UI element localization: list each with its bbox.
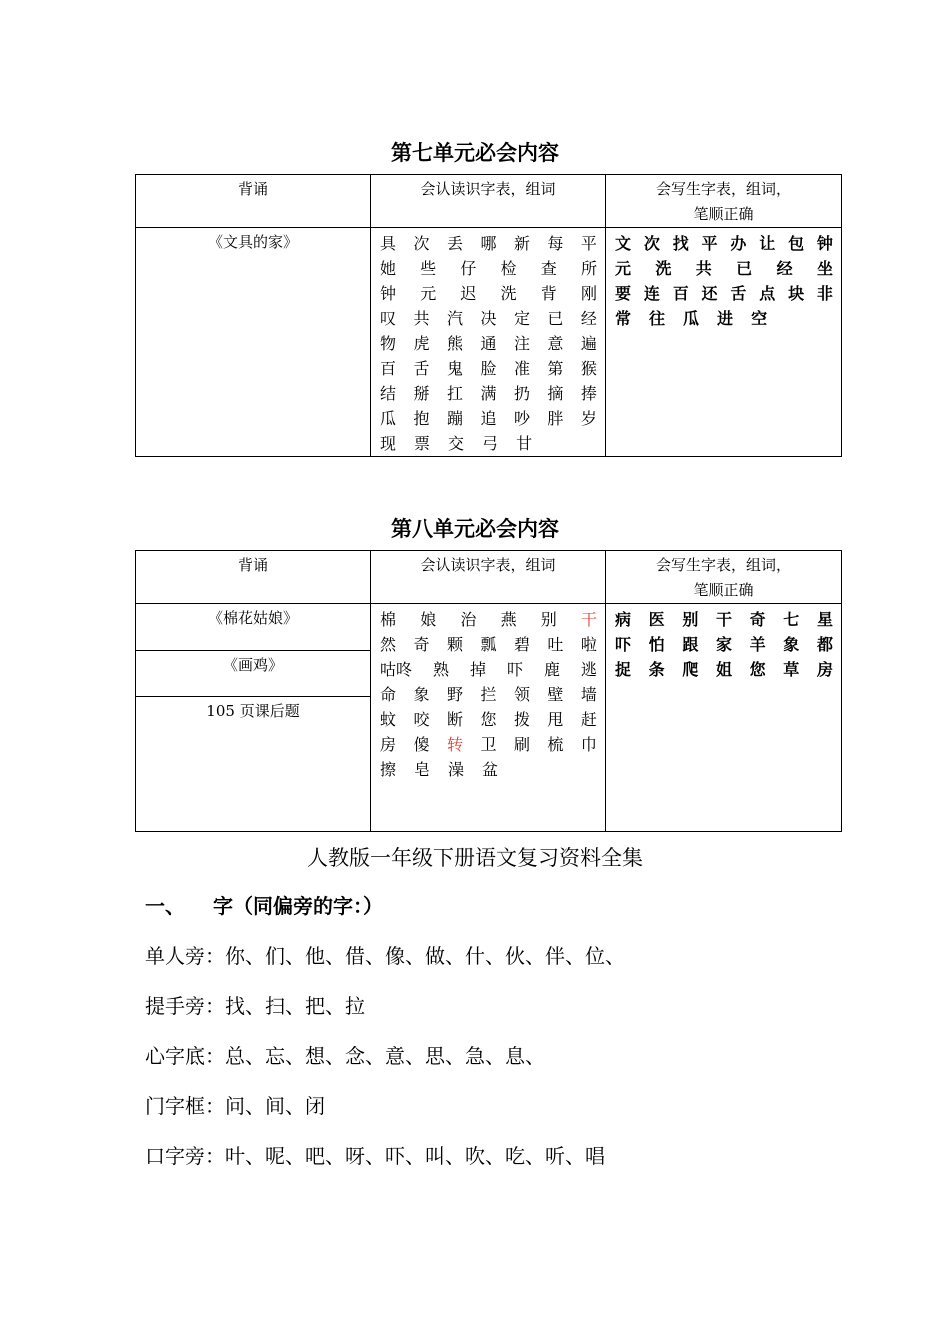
char: 物 [380, 334, 397, 353]
char: 然 [380, 635, 397, 654]
char: 结 [380, 384, 397, 403]
char: 干 [715, 610, 732, 629]
char: 已 [547, 309, 564, 328]
unit7-header-write-line2: 笔顺正确 [693, 205, 754, 223]
char-row [380, 607, 597, 632]
char: 羊 [749, 635, 766, 654]
char: 现 [380, 434, 397, 453]
unit8-read-chars [371, 604, 606, 832]
char: 棉 [380, 610, 397, 629]
unit8-recite-item: 105 页课后题 [206, 702, 300, 720]
unit8-write-chars [606, 604, 842, 832]
char: 治 [460, 610, 477, 629]
char: 您 [749, 660, 766, 679]
char: 元 [420, 284, 437, 303]
char: 定 [513, 309, 530, 328]
char: 鬼 [446, 359, 463, 378]
char: 傻 [413, 735, 430, 754]
char-row [380, 381, 597, 406]
char-row [380, 331, 597, 356]
char: 奇 [413, 635, 430, 654]
char: 别 [682, 610, 699, 629]
unit8-title: 第八单元必会内容 [391, 517, 559, 541]
char: 洗 [500, 284, 517, 303]
char: 刚 [580, 284, 597, 303]
radical-line: 口字旁：叶、呢、吧、呀、吓、叫、吹、吃、听、唱 [145, 1144, 605, 1168]
char: 仔 [460, 259, 477, 278]
char: 命 [380, 685, 397, 704]
char: 次 [413, 234, 430, 253]
char-row [615, 281, 833, 306]
char-row [380, 356, 597, 381]
char: 象 [413, 685, 430, 704]
char: 空 [751, 309, 768, 328]
char: 卫 [480, 735, 497, 754]
char: 房 [816, 660, 833, 679]
char: 蹦 [446, 409, 463, 428]
char: 拨 [513, 710, 530, 729]
char: 熊 [446, 334, 463, 353]
char: 已 [736, 259, 753, 278]
char: 吓 [615, 635, 632, 654]
char: 转 [446, 735, 463, 754]
unit7-header-read: 会认读识字表，组词 [371, 175, 606, 228]
review-title: 人教版一年级下册语文复习资料全集 [307, 846, 643, 870]
char: 啦 [580, 635, 597, 654]
char-row [380, 406, 597, 431]
char-row [380, 757, 597, 782]
char: 办 [730, 234, 747, 253]
char: 往 [649, 309, 666, 328]
char: 刷 [513, 735, 530, 754]
char: 舌 [413, 359, 430, 378]
unit8-table [135, 550, 842, 832]
char: 背 [540, 284, 557, 303]
char: 赶 [580, 710, 597, 729]
char-row [380, 682, 597, 707]
char: 您 [480, 710, 497, 729]
radical-line: 门字框：问、间、闭 [145, 1094, 325, 1118]
unit8-header-write-line2: 笔顺正确 [693, 581, 754, 599]
char: 百 [380, 359, 397, 378]
char: 叹 [380, 309, 397, 328]
char-row [380, 657, 597, 682]
char: 具 [380, 234, 397, 253]
char: 捧 [580, 384, 597, 403]
char: 扔 [513, 384, 530, 403]
char-row [615, 256, 833, 281]
char: 拦 [480, 685, 497, 704]
char: 平 [701, 234, 718, 253]
char: 星 [816, 610, 833, 629]
char: 所 [580, 259, 597, 278]
char: 迟 [460, 284, 477, 303]
char: 每 [547, 234, 564, 253]
radical-line: 提手旁：找、扫、把、拉 [145, 994, 365, 1018]
char: 脸 [480, 359, 497, 378]
char: 逃 [580, 660, 597, 679]
char: 票 [414, 434, 431, 453]
char: 进 [717, 309, 734, 328]
char: 鹿 [543, 660, 560, 679]
char: 还 [701, 284, 718, 303]
char: 第 [547, 359, 564, 378]
char: 经 [580, 309, 597, 328]
char: 抱 [413, 409, 430, 428]
char: 燕 [500, 610, 517, 629]
unit8-recite-cell [136, 604, 371, 832]
char: 碧 [513, 635, 530, 654]
char-row [380, 231, 597, 256]
char: 盆 [482, 760, 499, 779]
char: 元 [615, 259, 632, 278]
unit7-header-write-line1: 会写生字表，组词， [655, 180, 791, 198]
char: 连 [643, 284, 660, 303]
char: 汽 [446, 309, 463, 328]
char: 澡 [448, 760, 465, 779]
char: 要 [615, 284, 632, 303]
char: 草 [783, 660, 800, 679]
char: 掰 [413, 384, 430, 403]
char: 别 [540, 610, 557, 629]
char-row [380, 431, 597, 456]
char: 掉 [469, 660, 486, 679]
char: 吐 [547, 635, 564, 654]
char: 擦 [380, 760, 397, 779]
char: 吵 [513, 409, 530, 428]
char: 文 [615, 234, 632, 253]
char: 颗 [446, 635, 463, 654]
char: 病 [615, 610, 632, 629]
unit7-read-chars [371, 228, 606, 457]
char: 吓 [506, 660, 523, 679]
char: 野 [446, 685, 463, 704]
char: 条 [648, 660, 665, 679]
unit7-table [135, 174, 842, 457]
char: 共 [413, 309, 430, 328]
char: 追 [480, 409, 497, 428]
char-row [380, 632, 597, 657]
char: 新 [513, 234, 530, 253]
char: 非 [816, 284, 833, 303]
section-title: 字（同偏旁的字：） [213, 894, 383, 918]
char-row [380, 306, 597, 331]
char: 通 [480, 334, 497, 353]
char: 平 [580, 234, 597, 253]
char: 块 [788, 284, 805, 303]
char: 意 [547, 334, 564, 353]
section-heading [145, 890, 383, 919]
char: 干 [580, 610, 597, 629]
unit7-write-chars [606, 228, 842, 457]
char: 摘 [547, 384, 564, 403]
unit7-title: 第七单元必会内容 [391, 141, 559, 165]
char: 丢 [446, 234, 463, 253]
char: 舌 [730, 284, 747, 303]
char: 检 [500, 259, 517, 278]
char-row [380, 732, 597, 757]
char: 让 [759, 234, 776, 253]
char: 甘 [516, 434, 533, 453]
unit8-header-recite: 背诵 [136, 551, 371, 604]
unit7-recite-text: 《文具的家》 [136, 228, 371, 457]
unit7-header-recite: 背诵 [136, 175, 371, 228]
unit8-header-write-line1: 会写生字表，组词， [655, 556, 791, 574]
char: 瓜 [380, 409, 397, 428]
char: 弓 [482, 434, 499, 453]
char: 胖 [547, 409, 564, 428]
char: 洗 [655, 259, 672, 278]
char: 猴 [580, 359, 597, 378]
char: 瓢 [480, 635, 497, 654]
char: 房 [380, 735, 397, 754]
char: 象 [783, 635, 800, 654]
char: 娘 [420, 610, 437, 629]
char: 包 [788, 234, 805, 253]
char: 常 [615, 309, 632, 328]
char: 查 [540, 259, 557, 278]
char: 钟 [380, 284, 397, 303]
char: 百 [672, 284, 689, 303]
char: 怕 [648, 635, 665, 654]
char-row [615, 607, 833, 632]
char: 蚊 [380, 710, 397, 729]
unit8-header-read: 会认读识字表，组词 [371, 551, 606, 604]
char: 经 [776, 259, 793, 278]
char-row [615, 632, 833, 657]
char: 共 [695, 259, 712, 278]
char-row [380, 281, 597, 306]
char: 巾 [580, 735, 597, 754]
char: 奇 [749, 610, 766, 629]
char: 墙 [580, 685, 597, 704]
char: 她 [380, 259, 397, 278]
char: 捉 [615, 660, 632, 679]
char: 瓜 [683, 309, 700, 328]
char-row [615, 231, 833, 256]
char: 壁 [547, 685, 564, 704]
unit7-header-write [606, 175, 842, 228]
char: 岁 [580, 409, 597, 428]
char: 扛 [446, 384, 463, 403]
char: 哪 [480, 234, 497, 253]
char: 七 [783, 610, 800, 629]
section-number: 一、 [145, 894, 185, 918]
char: 些 [420, 259, 437, 278]
char: 满 [480, 384, 497, 403]
char: 遍 [580, 334, 597, 353]
char: 注 [513, 334, 530, 353]
radical-line: 单人旁：你、们、他、借、像、做、什、伙、伴、位、 [145, 944, 625, 968]
char: 钟 [816, 234, 833, 253]
char: 医 [648, 610, 665, 629]
char: 虎 [413, 334, 430, 353]
char: 跟 [682, 635, 699, 654]
char: 甩 [547, 710, 564, 729]
char: 家 [715, 635, 732, 654]
char-row [380, 707, 597, 732]
char: 熟 [432, 660, 449, 679]
char: 点 [759, 284, 776, 303]
char: 都 [816, 635, 833, 654]
char: 次 [643, 234, 660, 253]
char: 梳 [547, 735, 564, 754]
char: 断 [446, 710, 463, 729]
char-row [615, 306, 833, 331]
char: 皂 [414, 760, 431, 779]
char: 领 [513, 685, 530, 704]
char: 准 [513, 359, 530, 378]
char: 找 [672, 234, 689, 253]
char: 咕咚 [380, 660, 413, 679]
char: 决 [480, 309, 497, 328]
unit8-header-write [606, 551, 842, 604]
char: 坐 [816, 259, 833, 278]
unit8-recite-item: 《棉花姑娘》 [136, 604, 370, 651]
char: 咬 [413, 710, 430, 729]
radical-line: 心字底：总、忘、想、念、意、思、急、息、 [145, 1044, 545, 1068]
char-row [380, 256, 597, 281]
char: 爬 [682, 660, 699, 679]
char: 交 [448, 434, 465, 453]
char-row [615, 657, 833, 682]
char: 姐 [715, 660, 732, 679]
unit8-recite-item: 《画鸡》 [136, 651, 370, 697]
